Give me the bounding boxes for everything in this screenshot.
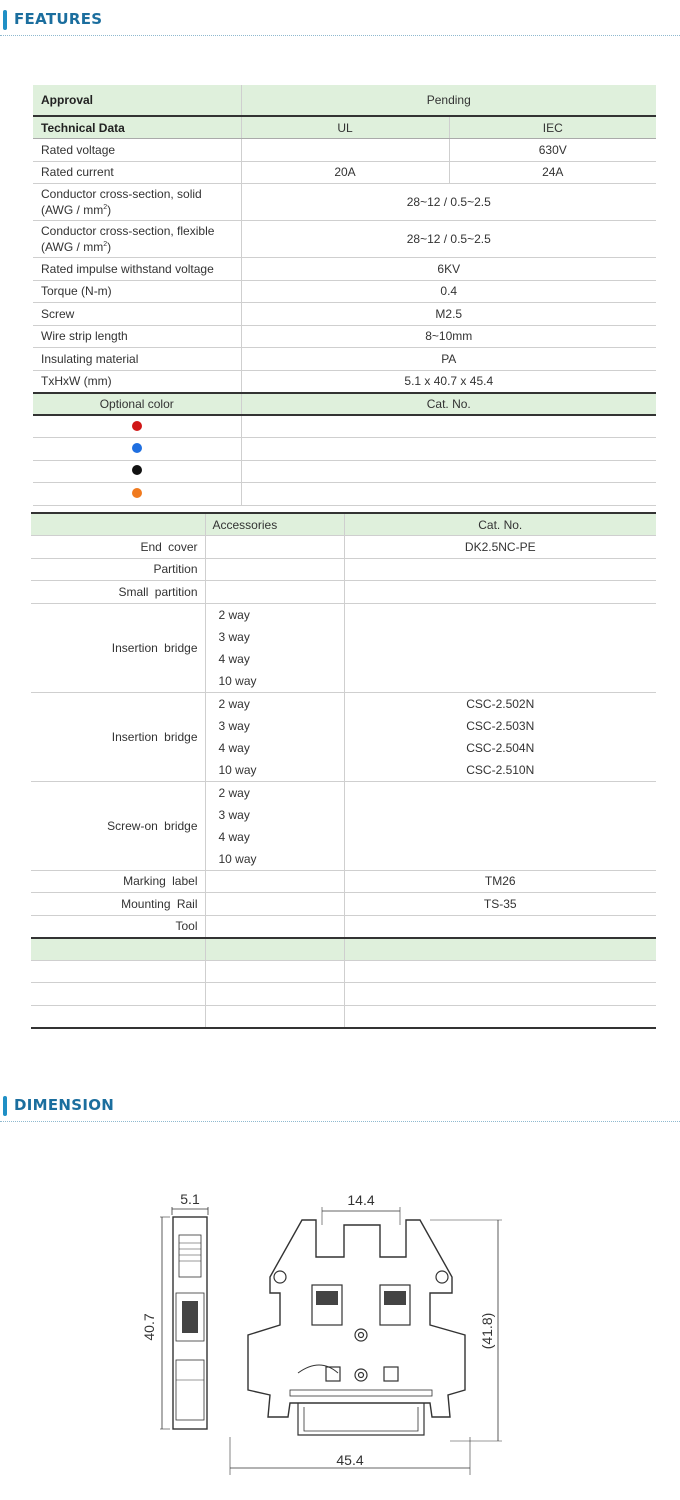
rated-voltage-ul [241,139,449,162]
total-height-label: (41.8) [479,1312,495,1350]
solid-label: Conductor cross-section, solid $(AWG / mm^2)$ [33,184,241,221]
partition-label: Partition [31,558,205,581]
row-value: 0.4 [241,280,656,303]
approval-value: Pending [241,85,656,116]
section-marker [3,1096,7,1116]
end-cover-cat: DK2.5NC-PE [344,536,656,559]
insertion-bridge-label: Insertion bridge [31,603,205,692]
pitch-label: 14.4 [347,1192,375,1208]
blue-color-dot [132,443,142,453]
width-label: 45.4 [336,1452,364,1468]
table-row [33,161,656,184]
insertion-bridge-label: Insertion bridge [31,692,205,781]
approval-row [33,85,656,116]
dimension-title: DIMENSION [14,1096,115,1114]
accessories-header: Accessories [205,513,344,536]
table-row [31,536,656,559]
col-ul: UL [241,116,449,139]
features-section-header [0,8,680,38]
table-row [31,915,656,938]
ways-list: 2 way 3 way 4 way 10 way [205,603,344,692]
dimension-section-header [0,1094,680,1124]
table-row [31,603,656,692]
color-row-blue [33,438,656,461]
csc-cat-list: CSC-2.502N CSC-2.503N CSC-2.504N CSC-2.510N [344,692,656,781]
tech-data-label: Technical Data [33,116,241,139]
table-row [31,581,656,604]
row-value: PA [241,348,656,371]
ways-list: 2 way 3 way 4 way 10 way [205,781,344,870]
table-row [33,258,656,281]
row-label: Rated impulse withstand voltage [33,258,241,281]
end-cover-label: End cover [31,536,205,559]
table-row [31,893,656,916]
ways-list: 2 way 3 way 4 way 10 way [205,692,344,781]
table-row [33,325,656,348]
row-label: Torque (N-m) [33,280,241,303]
thickness-label: 5.1 [180,1191,200,1207]
mounting-rail-label: Mounting Rail [31,893,205,916]
row-label: Screw [33,303,241,326]
approval-label: Approval [33,85,241,116]
accessories-table [31,512,656,1029]
accessories-header-row [31,513,656,536]
marking-label-cat: TM26 [344,870,656,893]
color-header-row [33,393,656,416]
table-row [33,348,656,371]
small-partition-label: Small partition [31,581,205,604]
table-row [33,221,656,258]
color-row-black [33,460,656,483]
height-label: 40.7 [141,1313,157,1341]
dotted-divider [0,35,680,36]
features-title: FEATURES [14,10,103,28]
table-row [31,781,656,870]
screw-on-bridge-label: Screw-on bridge [31,781,205,870]
rated-voltage-iec: 630V [449,139,656,162]
row-value: 6KV [241,258,656,281]
black-color-dot [132,465,142,475]
tool-label: Tool [31,915,205,938]
table-row [31,870,656,893]
table-row [31,692,656,781]
row-value: 8~10mm [241,325,656,348]
rated-voltage-label: Rated voltage [33,139,241,162]
rated-current-iec: 24A [449,161,656,184]
flexible-value: 28~12 / 0.5~2.5 [241,221,656,258]
row-value: M2.5 [241,303,656,326]
row-label: TxHxW (mm) [33,370,241,393]
table-row [33,280,656,303]
section-marker [3,10,7,30]
table-row [33,303,656,326]
rated-current-ul: 20A [241,161,449,184]
color-row-red [33,415,656,438]
marking-label-label: Marking label [31,870,205,893]
row-label: Wire strip length [33,325,241,348]
dimension-drawing [130,1185,510,1475]
front-view [230,1192,502,1475]
red-color-dot [132,421,142,431]
solid-value: 28~12 / 0.5~2.5 [241,184,656,221]
table-row [33,184,656,221]
table-row [31,960,656,983]
table-row [31,1005,656,1028]
col-iec: IEC [449,116,656,139]
table-row [31,558,656,581]
row-value: 5.1 x 40.7 x 45.4 [241,370,656,393]
side-view [141,1191,208,1429]
row-label: Insulating material [33,348,241,371]
flexible-label: Conductor cross-section, flexible $(AWG / mm^2)$ [33,221,241,258]
mounting-rail-cat: TS-35 [344,893,656,916]
table-row [31,938,656,961]
rated-current-label: Rated current [33,161,241,184]
table-row [33,370,656,393]
technical-data-table [33,85,656,506]
color-row-orange [33,483,656,506]
table-row [31,983,656,1006]
orange-color-dot [132,488,142,498]
cat-no-label: Cat. No. [241,393,656,416]
optional-color-label: Optional color [33,393,241,416]
dotted-divider [0,1121,680,1122]
tech-header-row [33,116,656,139]
cat-no-header: Cat. No. [344,513,656,536]
table-row [33,139,656,162]
